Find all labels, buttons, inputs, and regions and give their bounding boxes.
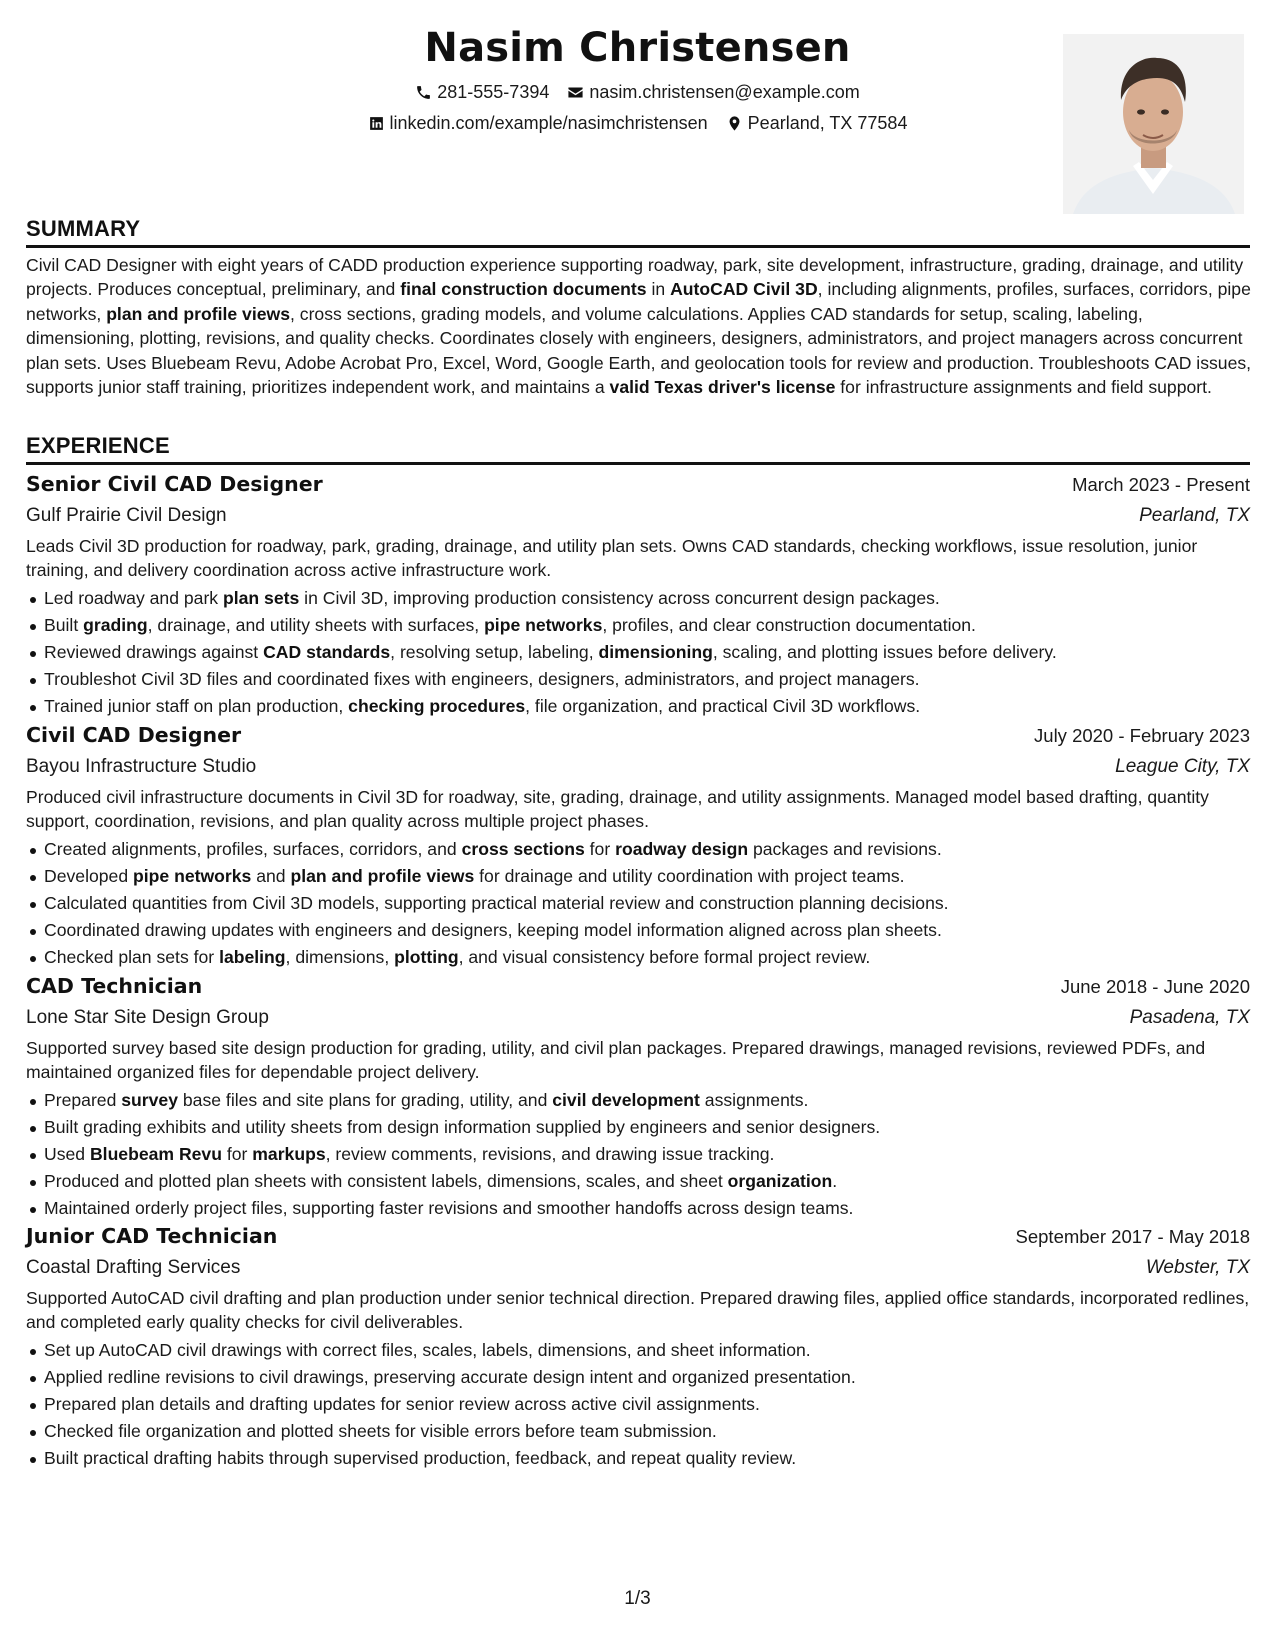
bullet-item: Built grading exhibits and utility sheets from design information supplied by engineers and senior designers. — [26, 1114, 1250, 1141]
job-title-row — [26, 469, 1250, 500]
bullet-item: Developed pipe networks and plan and profile views for drainage and utility coordination with project teams. — [26, 863, 1250, 890]
bold-keyword: labeling — [219, 946, 286, 967]
bullet-item: Created alignments, profiles, surfaces, corridors, and cross sections for roadway design packages and revisions. — [26, 836, 1250, 863]
bold-keyword: cross sections — [461, 838, 585, 859]
bold-keyword: organization — [727, 1170, 833, 1191]
summary-text: Civil CAD Designer with eight years of CADD production experience supporting roadway, park, site development, infrastructure, grading, drainage, and utility projects. Produces conceptual, preliminary, and final construction documents in AutoCAD Civil 3D, including alignments, profiles, surfaces, corridors, pipe networks, plan and profile views, cross sections, grading models, and volume calculations. Applies CAD standards for setup, scaling, labeling, dimensioning, plotting, revisions, and quality checks. Coordinates closely with engineers, designers, administrators, and project managers across concurrent plan sets. Uses Bluebeam Revu, Adobe Acrobat Pro, Excel, Word, Google Earth, and geolocation tools for review and production. Troubleshoots CAD issues, supports junior staff training, prioritizes independent work, and maintains a valid Texas driver's license for infrastructure assignments and field support. — [26, 255, 1252, 398]
bold-keyword: plotting — [394, 946, 459, 967]
email-item[interactable] — [567, 81, 859, 103]
candidate-name: Nasim Christensen — [424, 25, 851, 71]
bullet-item: Coordinated drawing updates with engineers and designers, keeping model information aligned across plan sheets. — [26, 917, 1250, 944]
job-title-row — [26, 720, 1250, 751]
job-location: Pasadena, TX — [1129, 1007, 1250, 1028]
job-company: Bayou Infrastructure Studio — [26, 756, 257, 777]
bullet-item: Troubleshot Civil 3D files and coordinated fixes with engineers, designers, administrators, and project managers. — [26, 666, 1250, 693]
experience-divider — [26, 462, 1250, 465]
envelope-icon — [567, 84, 584, 101]
bold-keyword: CAD standards — [263, 641, 391, 662]
job-title: Civil CAD Designer — [26, 723, 242, 747]
experience-heading: EXPERIENCE — [26, 433, 170, 458]
headshot-image — [1063, 34, 1244, 214]
job-company: Gulf Prairie Civil Design — [26, 505, 227, 526]
job-company-row — [26, 500, 1250, 531]
summary-heading: SUMMARY — [26, 216, 141, 241]
bold-keyword: pipe networks — [484, 614, 603, 635]
job-company-row — [26, 1002, 1250, 1033]
bold-keyword: grading — [83, 614, 148, 635]
profile-photo — [1063, 34, 1244, 214]
bold-keyword: final construction documents — [400, 279, 647, 300]
bold-keyword: valid Texas driver's license — [609, 377, 836, 398]
job-title: Junior CAD Technician — [26, 1224, 278, 1248]
bullet-item: Built grading, drainage, and utility sheets with surfaces, pipe networks, profiles, and clear construction documentation. — [26, 612, 1250, 639]
job-dates: September 2017 - May 2018 — [1015, 1226, 1250, 1247]
job-company: Lone Star Site Design Group — [26, 1007, 269, 1028]
job-dates: March 2023 - Present — [1072, 474, 1250, 495]
job-title: Senior Civil CAD Designer — [26, 472, 323, 496]
phone-item — [415, 81, 549, 103]
bullet-item: Built practical drafting habits through supervised production, feedback, and repeat quality review. — [26, 1445, 1250, 1472]
linkedin-item[interactable] — [368, 112, 708, 134]
job-description: Leads Civil 3D production for roadway, park, grading, drainage, and utility plan sets. Owns CAD standards, checking workflows, issue resolution, junior training, and delivery coordination across active infrastructure work. — [26, 536, 1198, 581]
bold-keyword: civil development — [552, 1089, 700, 1110]
bullet-item: Reviewed drawings against CAD standards, resolving setup, labeling, dimensioning, scaling, and plotting issues before delivery. — [26, 639, 1250, 666]
bullet-item: Led roadway and park plan sets in Civil 3D, improving production consistency across concurrent design packages. — [26, 585, 1250, 612]
job-bullet-list — [26, 836, 1250, 971]
job-dates: June 2018 - June 2020 — [1060, 976, 1250, 997]
job-entry — [26, 971, 1250, 1222]
location-text: Pearland, TX 77584 — [747, 113, 908, 133]
bold-keyword: plan sets — [223, 587, 300, 608]
bullet-item: Checked file organization and plotted sheets for visible errors before team submission. — [26, 1418, 1250, 1445]
phone-icon — [415, 84, 432, 101]
job-description: Supported survey based site design production for grading, utility, and civil plan packages. Prepared drawings, managed revisions, reviewed PDFs, and maintained organized files for dependable project delivery. — [26, 1038, 1206, 1083]
page-number: 1/3 — [624, 1588, 651, 1609]
bullet-item: Prepared survey base files and site plans for grading, utility, and civil development assignments. — [26, 1087, 1250, 1114]
bullet-item: Calculated quantities from Civil 3D models, supporting practical material review and construction planning decisions. — [26, 890, 1250, 917]
job-entry — [26, 469, 1250, 720]
bold-keyword: Bluebeam Revu — [89, 1143, 222, 1164]
job-description: Supported AutoCAD civil drafting and plan production under senior technical direction. Prepared drawing files, applied office standards, incorporated redlines, and completed early quality checks for civil deliverables. — [26, 1288, 1250, 1333]
bullet-item: Produced and plotted plan sheets with consistent labels, dimensions, scales, and sheet organization. — [26, 1168, 1250, 1195]
job-company: Coastal Drafting Services — [26, 1257, 241, 1278]
bullet-item: Prepared plan details and drafting updates for senior review across active civil assignments. — [26, 1391, 1250, 1418]
job-title: CAD Technician — [26, 974, 203, 998]
bold-keyword: markups — [252, 1143, 326, 1164]
job-title-row — [26, 971, 1250, 1002]
job-company-row — [26, 1252, 1250, 1283]
job-bullet-list — [26, 585, 1250, 720]
bullet-item: Maintained orderly project files, supporting faster revisions and smoother handoffs across design teams. — [26, 1195, 1250, 1222]
job-dates: July 2020 - February 2023 — [1034, 725, 1250, 746]
bold-keyword: plan and profile views — [106, 303, 290, 324]
job-location: Pearland, TX — [1139, 505, 1250, 526]
job-location: Webster, TX — [1145, 1257, 1250, 1278]
job-title-row — [26, 1221, 1250, 1252]
bold-keyword: checking procedures — [348, 695, 526, 716]
bold-keyword: pipe networks — [133, 865, 252, 886]
bullet-item: Checked plan sets for labeling, dimensions, plotting, and visual consistency before formal project review. — [26, 944, 1250, 971]
bullet-item: Trained junior staff on plan production, checking procedures, file organization, and practical Civil 3D workflows. — [26, 693, 1250, 720]
bullet-item: Used Bluebeam Revu for markups, review comments, revisions, and drawing issue tracking. — [26, 1141, 1250, 1168]
map-pin-icon — [726, 115, 743, 132]
bold-keyword: AutoCAD Civil 3D — [670, 279, 818, 300]
bullet-item: Set up AutoCAD civil drawings with correct files, scales, labels, dimensions, and sheet information. — [26, 1337, 1250, 1364]
bold-keyword: dimensioning — [598, 641, 713, 662]
job-description: Produced civil infrastructure documents in Civil 3D for roadway, site, grading, drainage, and utility assignments. Managed model based drafting, quantity support, coordination, revisions, and plan quality across multiple project phases. — [26, 787, 1209, 832]
job-entry — [26, 720, 1250, 971]
bullet-item: Applied redline revisions to civil drawings, preserving accurate design intent and organized presentation. — [26, 1364, 1250, 1391]
bold-keyword: plan and profile views — [290, 865, 475, 886]
email-link[interactable]: nasim.christensen@example.com — [589, 82, 860, 102]
job-entry — [26, 1221, 1250, 1472]
job-company-row — [26, 751, 1250, 782]
linkedin-icon — [368, 115, 385, 132]
location-item — [726, 112, 908, 134]
linkedin-link[interactable]: linkedin.com/example/nasimchristensen — [389, 113, 708, 133]
summary-divider — [26, 245, 1250, 248]
bold-keyword: roadway design — [615, 838, 749, 859]
job-location: League City, TX — [1115, 756, 1250, 777]
job-bullet-list — [26, 1337, 1250, 1472]
bold-keyword: survey — [121, 1089, 178, 1110]
job-bullet-list — [26, 1087, 1250, 1222]
phone-text: 281-555-7394 — [437, 82, 550, 102]
